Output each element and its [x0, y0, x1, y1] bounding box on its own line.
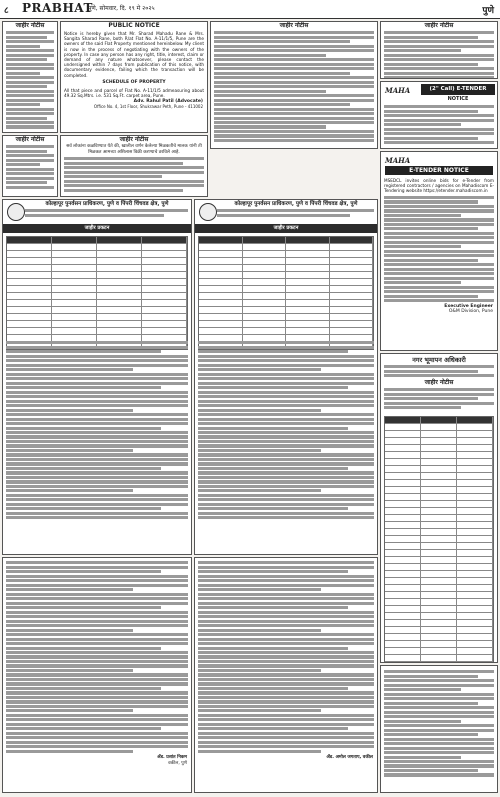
tender-band-1: जाहीर प्रकटन [3, 224, 191, 233]
etender-big-title: E-TENDER NOTICE [385, 166, 493, 175]
public-notice-english [60, 21, 208, 133]
lawyer-name: ॲड. प्रशांत निकम [157, 755, 187, 761]
public-notice-title: PUBLIC NOTICE [108, 22, 160, 29]
marathi-public-title: जाहीर नोटीस [119, 136, 149, 143]
government-seal-2 [199, 203, 217, 221]
etender-small [380, 81, 498, 149]
notice-left-mid [2, 135, 58, 197]
court-notice-title: जाहीर नोटीस [15, 136, 45, 143]
issue-date: पुणे, सोमवार, दि. १९ मे २०२५ [88, 5, 155, 12]
tender-band-2: जाहीर प्रकटन [195, 224, 377, 233]
notice-left-top [2, 21, 58, 133]
lawyer-designation: वकील, पुणे [168, 761, 187, 767]
mahadiscom-logo-2: MAHA [385, 156, 411, 165]
bottom-left-notice [2, 557, 192, 793]
government-seal [7, 203, 25, 221]
land-survey-title: नगर भूमापन अधिकारी [412, 356, 466, 364]
schedule-body: All that piece and parcel of Flat No. A-11/1/5 admeasuring about 49.32 Sq.Mtrs. i.e. 531 Sq.Ft. carpet area, Pune. [64, 87, 204, 99]
notice-middle-title: जाहीर नोटीस [279, 22, 309, 29]
division-name: O&M Division, Pune [448, 308, 493, 314]
notice-marathi-public [60, 135, 208, 197]
bottom-right-notice [380, 665, 498, 793]
notice-title: जाहीर नोटीस [15, 22, 45, 29]
advocate-address: Office No. 4, 1st Floor, Shukrawar Peth, Pune - 411002 [93, 104, 203, 110]
bottom-mid-notice [194, 557, 378, 793]
rehab-notice-1 [2, 199, 192, 555]
newspaper-logo: PRABHAT [22, 1, 93, 15]
marathi-public-body: सर्व लोकांना कळविण्यात येते की, खालील वर्णन केलेल्या मिळकतीचे मालक यांनी ती मिळकत आमच्या अशिलास विक्री करण्याचे ठरविले आहे. [66, 144, 202, 155]
data-table-1 [6, 236, 188, 350]
edition-city: पुणे [482, 6, 494, 16]
bottom-signature: ॲड. अमोल जगताप, वकील [326, 755, 373, 761]
rehab-authority-title-2: कोल्हापूर पुनर्वसन प्राधिकरण, पुणे व पिंपरी चिंचवड क्षेत्र, पुणे [234, 201, 358, 207]
executive-engineer: Executive Engineer [444, 303, 493, 309]
public-notice-body: Notice is hereby given that Mr. Sharad Mahadu Rane & Mrs. Sangita Sharad Rane, both R/at Flat No. A-11/1/5, Pune are the owners of the said Flat Property mentioned hereinbelow. My client is now in the process of negotiating with the owners of the property. In case any person has any right, title, interest, claim or demand of any nature whatsoever, please contact the undersigned within 7 days from publication of this notice, with documentary evidence, failing which the transaction will be completed. [64, 31, 204, 78]
schedule-title: SCHEDULE OF PROPERTY [102, 79, 166, 85]
rehab-notice-2 [194, 199, 378, 555]
advocate-name: Adv. Rahul Patil (Advocate) [133, 99, 203, 105]
masthead [0, 0, 500, 19]
page-number: ८ [4, 6, 9, 16]
mahadiscom-logo: MAHA [385, 86, 411, 95]
notice-right-top [380, 21, 498, 79]
notice-middle-top [210, 21, 378, 149]
notice-right-title: जाहीर नोटीस [424, 22, 454, 29]
etender-big [380, 151, 498, 351]
land-survey-subtitle: जाहीर नोटीस [424, 378, 454, 386]
rehab-authority-title-1: कोल्हापूर पुनर्वसन प्राधिकरण, पुणे व पिंपरी चिंचवड क्षेत्र, पुणे [45, 201, 169, 207]
land-survey-table [384, 416, 494, 663]
data-table-2 [198, 236, 374, 350]
etender-small-label: NOTICE [447, 96, 469, 102]
etender-small-title: (2" Call) E-TENDER [421, 84, 495, 95]
land-survey-notice [380, 353, 498, 663]
etender-body: MSEDCL invites online bids for e-Tender from registered contractors / agencies on Mahadiscom E-Tendering website https://etender.mahadiscom.in [384, 178, 494, 194]
